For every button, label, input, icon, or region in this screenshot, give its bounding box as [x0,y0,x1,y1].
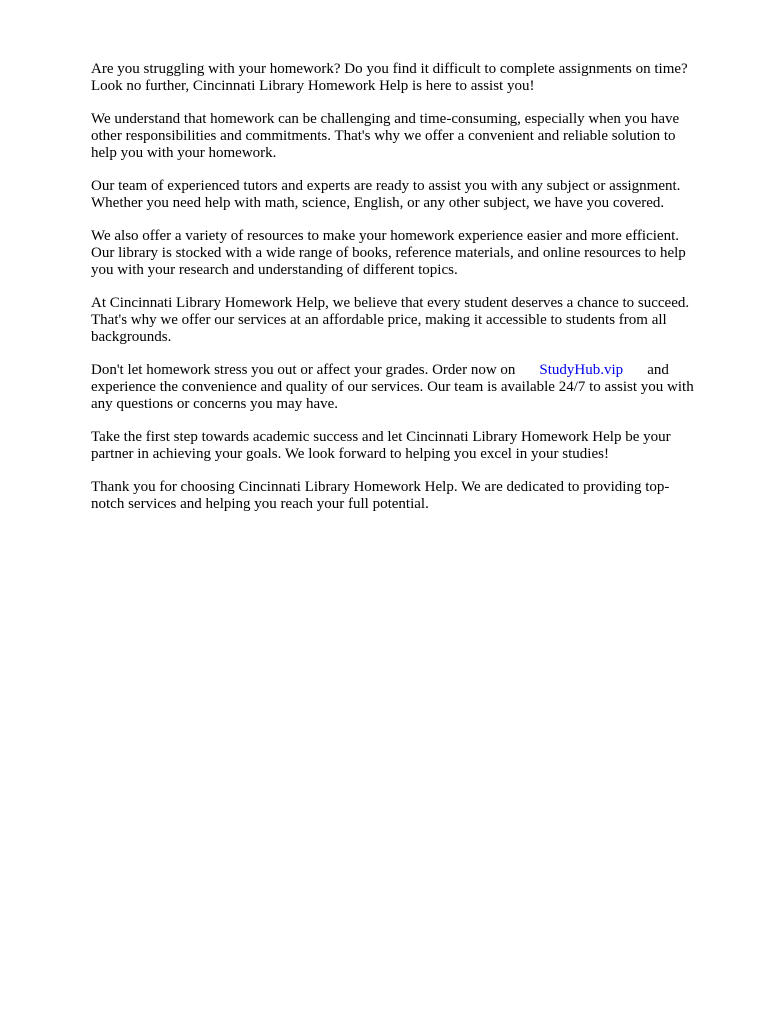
text-line: Take the first step towards academic success and let Cincinnati Library Homework Help be your [91,429,671,445]
text-line: experience the convenience and quality of our services. Our team is available 24/7 to assist you with [91,379,694,395]
text-line: Whether you need help with math, science, English, or any other subject, we have you covered. [91,195,665,211]
paragraph-pricing [91,295,727,346]
paragraph-intro [91,61,727,95]
text-line: Thank you for choosing Cincinnati Library Homework Help. We are dedicated to providing top- [91,479,670,495]
document-body [91,61,727,529]
order-text-before-link: Don't let homework stress you out or affect your grades. Order now on [91,362,516,378]
text-line: other responsibilities and commitments. That's why we offer a convenient and reliable solution to [91,128,676,144]
paragraph-team [91,178,727,212]
text-line: We also offer a variety of resources to make your homework experience easier and more efficient. [91,228,679,244]
paragraph-order [91,362,727,413]
text-line: Our library is stocked with a wide range of books, reference materials, and online resources to help [91,245,686,261]
paragraph-understanding [91,111,727,162]
text-line [91,362,727,379]
text-line: you with your research and understanding of different topics. [91,262,458,278]
paragraph-resources [91,228,727,279]
paragraph-thanks [91,479,727,513]
paragraph-first-step [91,429,727,463]
text-line: partner in achieving your goals. We look forward to helping you excel in your studies! [91,446,609,462]
text-line: We understand that homework can be challenging and time-consuming, especially when you have [91,111,680,127]
text-line: Our team of experienced tutors and experts are ready to assist you with any subject or assignment. [91,178,681,194]
studyhub-link[interactable]: StudyHub.vip [539,362,624,378]
text-line: notch services and helping you reach your full potential. [91,496,429,512]
text-line: At Cincinnati Library Homework Help, we believe that every student deserves a chance to succeed. [91,295,690,311]
text-line: backgrounds. [91,329,172,345]
text-line: help you with your homework. [91,145,277,161]
text-line: Are you struggling with your homework? Do you find it difficult to complete assignments on time? [91,61,688,77]
order-text-after-link: and [647,362,669,378]
text-line: That's why we offer our services at an affordable price, making it accessible to students from all [91,312,667,328]
text-line: Look no further, Cincinnati Library Homework Help is here to assist you! [91,78,535,94]
text-line: any questions or concerns you may have. [91,396,339,412]
